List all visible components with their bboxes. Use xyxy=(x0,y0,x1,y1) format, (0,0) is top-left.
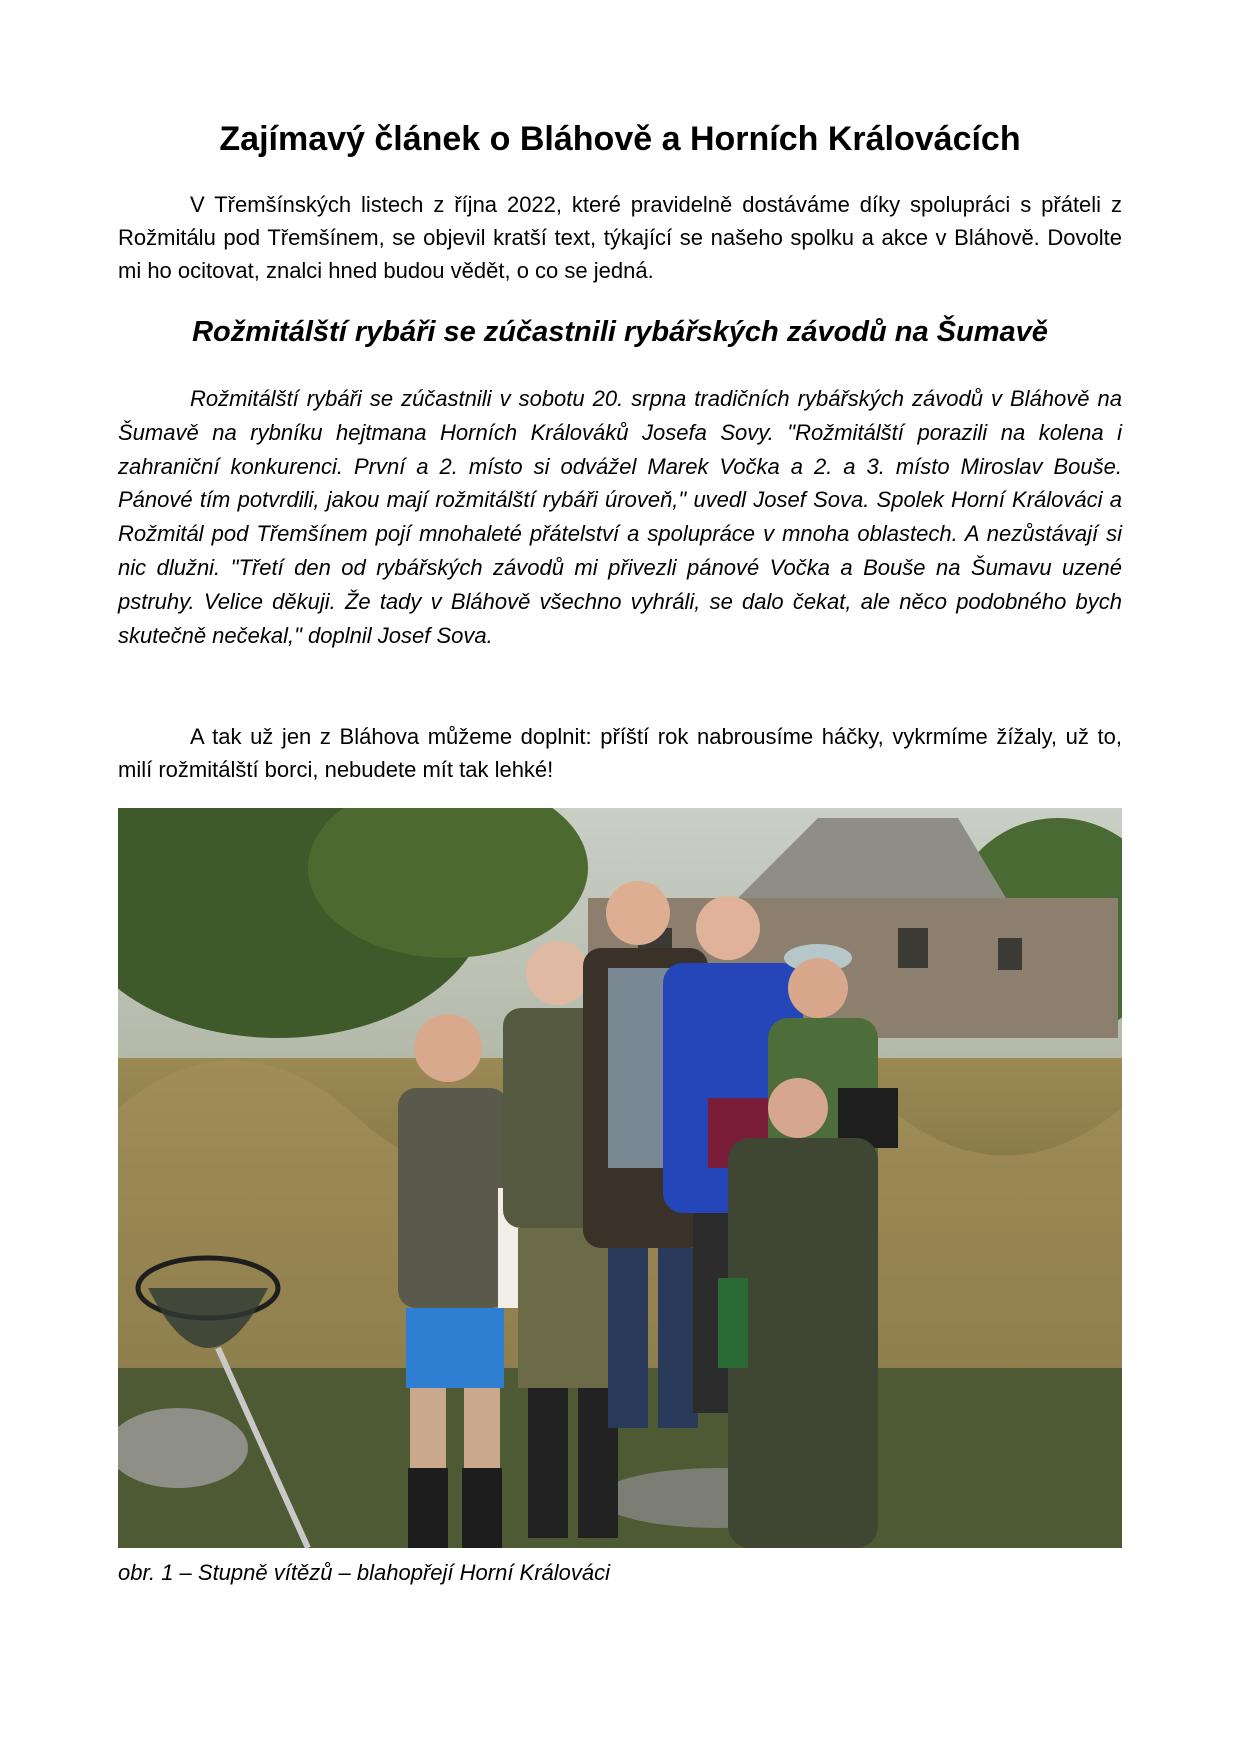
photo-caption: obr. 1 – Stupně vítězů – blahopřejí Horní Králováci xyxy=(118,1560,611,1585)
closing-paragraph: A tak už jen z Bláhova můžeme doplnit: příští rok nabrousíme háčky, vykrmíme žížaly, už to, milí rožmitálští borci, nebudete mít tak lehké! xyxy=(118,724,1122,782)
photo-illustration xyxy=(118,808,1122,1548)
quote-heading: Rožmitálští rybáři se zúčastnili rybářských závodů na Šumavě xyxy=(192,316,1048,348)
quoted-article-paragraph: Rožmitálští rybáři se zúčastnili v sobotu 20. srpna tradičních rybářských závodů v Bláhově na Šumavě na rybníku hejtmana Horních Králováků Josefa Sovy. "Rožmitálští porazili na kolena i zahraniční konkurenci. První a 2. místo si odvážel Marek Vočka a 2. a 3. místo Miroslav Bouše. Pánové tím potvrdili, jakou mají rožmitálští rybáři úroveň," uvedl Josef Sova. Spolek Horní Králováci a Rožmitál pod Třemšínem pojí mnohaleté přátelství a spolupráce v mnoha oblastech. A nezůstávají si nic dlužni. "Třetí den od rybářských závodů mi přivezli pánové Vočka a Bouše na Šumavu uzené pstruhy. Velice děkuji. Že tady v Bláhově všechno vyhráli, se dalo čekat, ale něco podobného bych skutečně nečekal," doplnil Josef Sova. xyxy=(118,386,1122,648)
intro-paragraph: V Třemšínských listech z října 2022, které pravidelně dostáváme díky spolupráci s přáteli z Rožmitálu pod Třemšínem, se objevil kratší text, týkající se našeho spolku a akce v Bláhově. Dovolte mi ho ocitovat, znalci hned budou vědět, o co se jedná. xyxy=(118,192,1122,283)
group-photo xyxy=(118,808,1122,1548)
article-title: Zajímavý článek o Bláhově a Horních Královácích xyxy=(219,120,1021,158)
